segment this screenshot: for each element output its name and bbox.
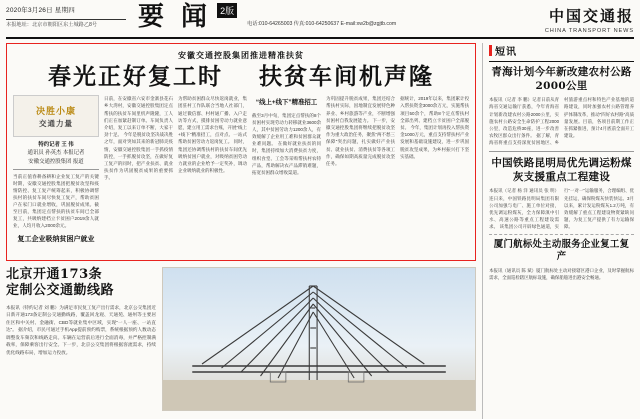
byline-reporter: 特约记者 王 伟	[38, 142, 74, 149]
rail-divider-2	[489, 234, 634, 235]
masthead-right	[484, 4, 634, 34]
byline-org: 安徽交通控股集团 报道	[28, 158, 84, 165]
brand-name: 中国交通报	[548, 7, 634, 25]
rail-item-1	[489, 66, 634, 146]
lead-headline-part1: 春光正好复工时	[48, 63, 224, 90]
lead-sidebar-text: 当前正值春耕备耕和企业复工复产的关键时期，安徽交通控股集团把脱贫攻坚和疫情防控、复工复产统筹起来，积极协调帮扶村的扶贫车间尽快复工复产，帮助贫困户在家门口就业增收，巩固脱贫成果。截至目前，集团定点帮扶的扶贫车间已全部复工，共吸纳建档立卡贫困户2019余人就业，人均月收入2000余元。	[13, 173, 99, 229]
lead-body-col-4: 为巩固提升脱贫成果，集团还结合帮扶村实际，因地制宜发展特色种养业、乡村旅游等产业，不断增强贫困村自我发展能力。 下一步，安徽交通控股集团将继续把脱贫攻坚作为重大政治任务，聚焦“两不愁三保障”突出问题，扎实做好产业扶贫、就业扶贫、消费扶贫等各项工作，确保如期高质量完成脱贫攻坚任务。	[326, 96, 396, 166]
rail-item-2	[489, 157, 634, 230]
lead-body-col-3	[252, 95, 321, 245]
article-photo	[162, 267, 476, 411]
rail-divider-1	[489, 151, 634, 152]
rail-item-3	[489, 239, 634, 281]
secondary-headline-line1: 北京开通173条	[6, 267, 103, 282]
crane-illustration	[163, 268, 475, 410]
lead-sidebar-title: 复工企业吸纳贫困户就业	[17, 235, 95, 243]
masthead-divider	[6, 19, 126, 20]
masthead-center	[134, 4, 484, 30]
rail-section-title: 短讯	[495, 47, 518, 58]
byline-correspondent: 通讯员 孙英杰 本报记者	[27, 150, 85, 157]
lead-headline	[13, 64, 469, 89]
secondary-article	[6, 267, 476, 411]
rail-item-3-headline: 厦门航标处主动服务企业复工复产	[493, 239, 630, 263]
lead-columns	[13, 95, 469, 245]
rail-item-3-body: 本报讯（通讯员 陈 斌）厦门航标处主动对接辖区港口企业，及时掌握航标需求，全面巡检辖区航标设施，确保船舶进出港安全畅通。	[489, 267, 634, 280]
secondary-article-body: 本报讯（特约记者 刘 鹏）为满足市民复工复产出行需求，北京公交集团近日新开通173条定制公交通勤线路，覆盖回龙观、天通苑、通州等主要居住区和中关村、金融街、CBD等就业集中区域，实现“一人一座、一站直达”。 据介绍，市民可通过手机App提前预约购票，系统根据预约人数动态调整发车频次和线路走向。车辆在运营前后进行全面消毒，并严格控制满载率，保障乘客出行安全。下一步，北京公交集团将根据客流需求，持续优化线路布局，增加运力投放。	[6, 304, 156, 355]
byline	[13, 141, 99, 165]
byline-divider	[13, 169, 99, 170]
rail-accent-bar	[489, 45, 492, 56]
lead-body-col-3-text: 截至3月中旬，集团定点帮扶的8个贫困村实现劳动力转移就业3600余人，其中贫困劳动力1200余人，有效缓解了企业用工难和贫困群众就业难问题。 在做好就业扶贫的同时，集团持续加大消费扶贫力度，组织食堂、工会等采购帮扶村农特产品，帮助解决农产品滞销难题，拓宽贫困群众增收渠道。	[252, 112, 322, 176]
lead-center-subhead: “线上+线下”精准招工	[255, 99, 318, 107]
masthead	[6, 4, 634, 39]
masthead-note: 本报地址：北京市朝阳区东土城路乙8号	[6, 21, 98, 28]
campaign-logo-line2: 交通力量	[39, 118, 73, 128]
page-number-badge: 2版	[217, 3, 237, 18]
right-rail	[482, 43, 634, 419]
rail-item-1-headline: 青海计划今年新改建农村公路2000公里	[491, 66, 632, 92]
rail-section-header	[489, 43, 634, 58]
publication-date: 2020年3月26日 星期四	[6, 7, 75, 14]
lead-logo-column	[13, 95, 99, 245]
lead-body-col-5: 据统计，2019年以来，集团累计投入帮扶资金3000余万元，实施帮扶项目50余个，帮助8个定点帮扶村全部出列、建档立卡贫困户全部脱贫。 今年，集团计划再投入帮扶资金1000万元，重点支持帮扶村产业发展和基础设施建设，进一步巩固脱贫攻坚成果，为乡村振兴打下坚实基础。	[400, 96, 470, 159]
campaign-logo-line1: 决胜小康	[35, 105, 76, 116]
campaign-logo	[13, 95, 99, 137]
rail-divider-top	[489, 61, 634, 62]
masthead-left	[6, 4, 134, 30]
lead-article	[6, 43, 476, 261]
rail-item-1-body: 本报讯（记者 李 鹏）记者日前从青海省交通运输厅获悉，今年青海省计划新改建农村公路2000公里，实施农村公路安全生命防护工程2000公里，改造危桥30座，进一步改善农牧区群众出行条件。 据了解，青海省将重点支持深度贫困地区、乡村旅游重点村和特色产业基地的道路建设，同时加强农村公路管理养护体制改革，推动“四好农村路”高质量发展。目前，各项目前期工作正在抓紧推进，预计4月底前全面开工建设。	[489, 97, 634, 146]
contact-info: 电话:010-64265003 传真:010-64250637 E-mail:xw2b@zgjtb.com	[247, 21, 397, 27]
secondary-headline-line2: 定制公交通勤线路	[6, 283, 115, 299]
lead-headline-part2: 扶贫车间机声隆	[259, 63, 435, 90]
secondary-article-text	[6, 267, 156, 411]
page-body	[6, 43, 634, 419]
lead-kicker: 安徽交通控股集团推进精准扶贫	[178, 51, 305, 60]
page-title: 要 闻	[138, 2, 212, 32]
lead-body-col-1: 日前，在安徽省六安市金寨县花石乡大湾村，安徽交通控股集团定点帮扶的扶贫车间里机声隆隆，工人们正在加紧赶制订单。车间负责人介绍，复工以来订单不断，大家干劲十足。 今年是脱贫攻坚决战决胜之年，面对突如其来的新冠肺炎疫情，安徽交通控股集团一手抓疫情防控，一手抓脱贫攻坚，在做好复工复产的同时，把产业扶贫、就业扶贫作为巩固脱贫成果的重要抓手。	[104, 96, 174, 181]
rail-item-2-headline: 中国铁路昆明局优先调运粉煤灰支援重点工程建设	[491, 157, 632, 183]
rail-item-2-body: 本报讯（记者 杨 洋 通讯员 张 明）连日来，中国铁路昆明局集团有限公司加强与电厂、施工单位对接，优先调运粉煤灰，全力保障滇中引水、高速公路等重点工程建设需求。 该集团公司开辟绿色通道，实行“一对一”运输服务，合理编组、优先挂运，确保粉煤灰快装快运。3月以来，累计发运粉煤灰1.2万吨，有效缓解了重点工程建设物资紧缺问题，为复工复产提供了有力运输保障。	[489, 188, 634, 230]
lead-body-col-2: 为帮助贫困群众尽快返岗就业，集团驻村工作队联合当地人社部门，通过微信群、村村通广播、入户走访等方式，摸排贫困劳动力就业意愿，建立用工需求台账，开展“线上+线下”精准招工，点对点、一站式帮助贫困劳动力返岗复工。 同时，集团还协调帮扶村的扶贫车间优先吸纳贫困户就业，对吸纳贫困劳动力就业的企业给予一定奖补，调动企业吸纳就业的积极性。	[178, 96, 248, 174]
left-column	[6, 43, 476, 419]
brand-name-en: CHINA TRANSPORT NEWS	[544, 28, 634, 34]
